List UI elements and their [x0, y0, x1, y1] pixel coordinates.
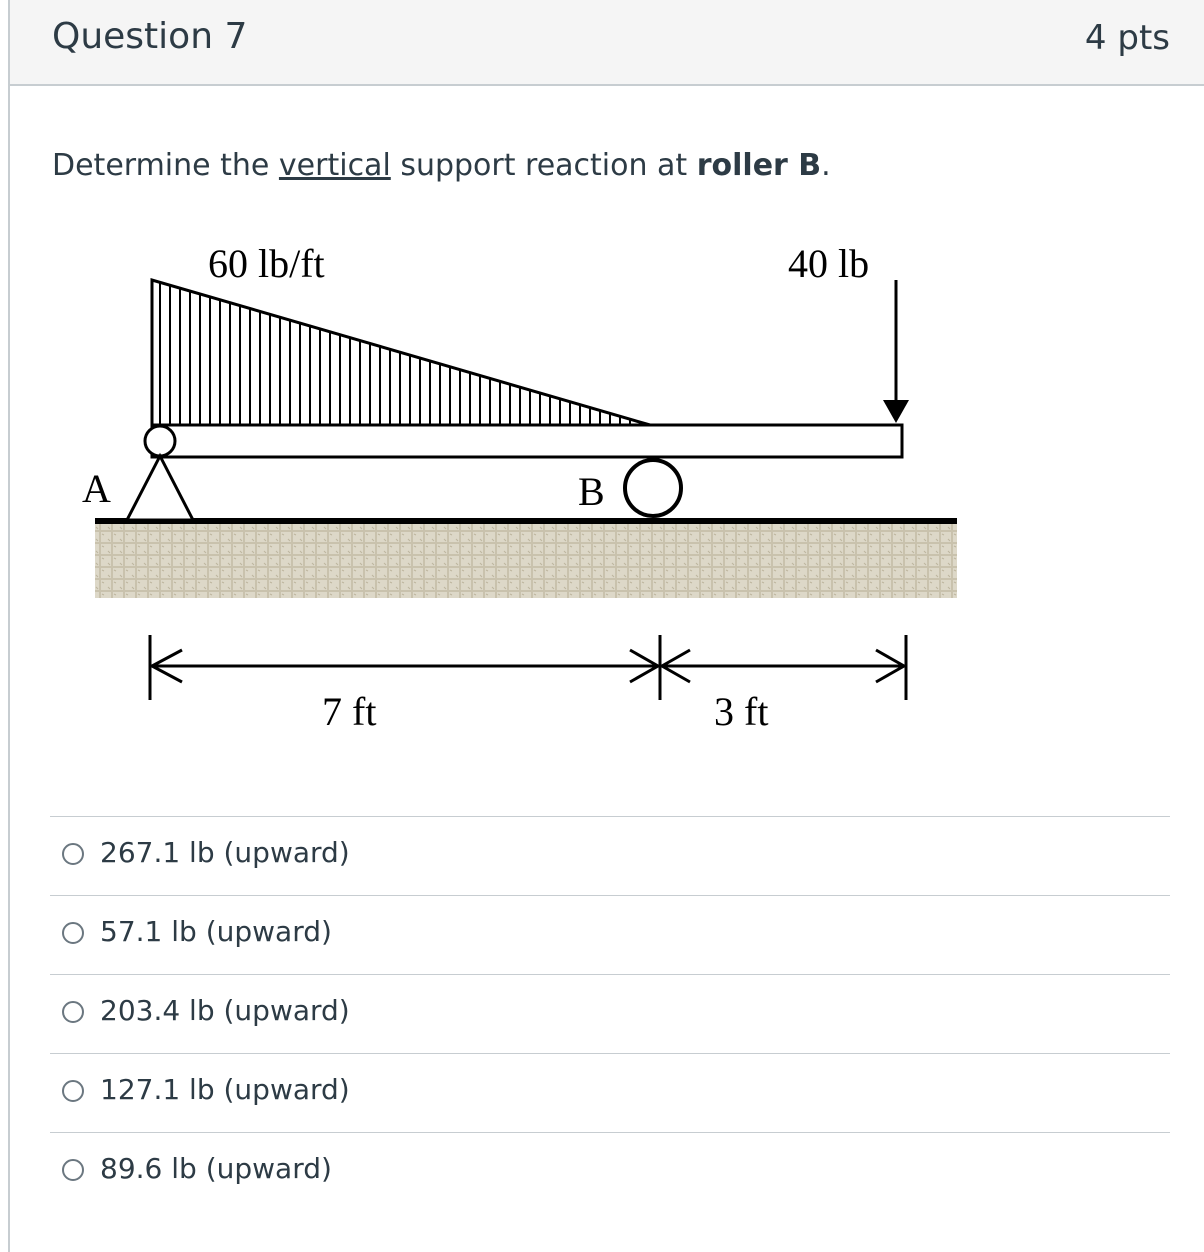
answer-option[interactable] [50, 816, 1170, 895]
answer-label[interactable]: 203.4 lb (upward) [100, 994, 350, 1027]
span-left-label: 7 ft [322, 689, 377, 734]
prompt-prefix: Determine the [52, 148, 279, 183]
answer-option[interactable] [50, 974, 1170, 1053]
answer-label[interactable]: 127.1 lb (upward) [100, 1073, 350, 1106]
support-a-label: A [82, 466, 111, 511]
answer-label[interactable]: 57.1 lb (upward) [100, 915, 332, 948]
answer-list [50, 816, 1170, 1211]
point-load-arrow [883, 280, 909, 423]
point-load-label: 40 lb [788, 241, 870, 286]
radio-button[interactable] [62, 1159, 84, 1181]
beam-diagram [70, 225, 970, 745]
question-points: 4 pts [1084, 18, 1170, 58]
question-header [8, 0, 1204, 86]
beam [152, 425, 902, 457]
roller-support-b [625, 460, 681, 516]
distributed-load [152, 280, 650, 425]
radio-button[interactable] [62, 1080, 84, 1102]
ground-hatch [95, 523, 957, 598]
prompt-middle: support reaction at [390, 148, 697, 183]
distributed-load-label: 60 lb/ft [208, 241, 325, 286]
radio-button[interactable] [62, 1001, 84, 1023]
support-b-label: B [578, 469, 605, 514]
prompt-underlined: vertical [278, 148, 391, 183]
span-right-label: 3 ft [714, 689, 769, 734]
prompt-bold: roller B [696, 148, 822, 183]
question-prompt [52, 148, 831, 183]
answer-label[interactable]: 89.6 lb (upward) [100, 1152, 332, 1185]
answer-option[interactable] [50, 1132, 1170, 1211]
dimension-lines [150, 635, 906, 700]
answer-option[interactable] [50, 1053, 1170, 1132]
radio-button[interactable] [62, 843, 84, 865]
radio-button[interactable] [62, 922, 84, 944]
question-title: Question 7 [52, 16, 248, 57]
answer-label[interactable]: 267.1 lb (upward) [100, 836, 350, 869]
answer-option[interactable] [50, 895, 1170, 974]
prompt-suffix: . [821, 148, 831, 183]
